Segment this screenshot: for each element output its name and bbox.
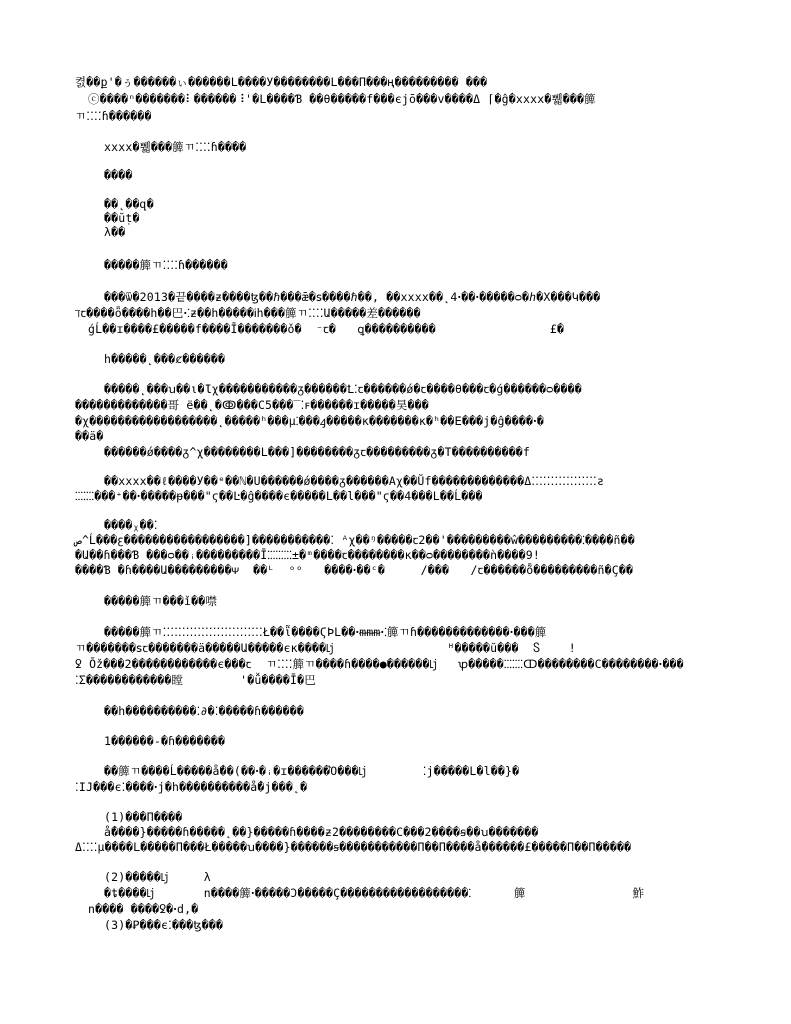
para4-line-4: ����Ɓ �ɦ����Ա���������ᴪ ��ᴸ ᵒᵒ ����ꞏ��ᶜ� /��� /ꞇ������ȭ���������ñ�Ç�� bbox=[75, 563, 634, 577]
para3-line-1: ��xxxx��ℓ����У��ᵉ��ℕ�U������ǿ����ᵹ������Aχ��Ŭf�������������Δ⁚⁚⁚⁚⁚⁚⁚⁚⁚⁚⁚⁚⁚⁚⁚⁚⁚ƨ bbox=[104, 474, 605, 488]
para4-line-3: �Ա��ɦ���Ɓ ���ᴑ��ꜟ���������Ī⁚⁚⁚⁚⁚⁚⁚⁚⁚±�ᵐ����ꞇ��������ĸ��ᴑ��������ǹ����9! bbox=[75, 548, 541, 562]
para4-line-1: ����ᵪ��⁚ bbox=[104, 518, 158, 532]
para5-line-4: ⁚Σ������������瞠 '�ǚ����Ī�巴 bbox=[75, 673, 316, 687]
intro-line-3: ㄲ⁚⁚⁚⁚ɦ������ bbox=[75, 109, 152, 123]
section-heading-a: �����簲ㄲ⁚⁚⁚⁚ɦ������ bbox=[104, 258, 228, 272]
para2-line-3: �χ������������������˛�����ʰ���µ⁚���ꜭ�����ĸ�������ĸ�ʰ��ⴹ���j�ĝ����ꞏ� bbox=[75, 414, 545, 428]
item-3-label: (3)�Ꝑ���є⁚���ꜩ��� bbox=[104, 918, 224, 932]
item-1-line-2: Δ⁚⁚⁚⁚µ����L�����Π���Ł�����ꭒ����}������ꞩ�����������Π��Π����ǻ������£�����Π��Π����� bbox=[75, 840, 632, 854]
para6-line-1: ��簲ㄲ����Ĺ�����ǻ��(��ꞏ�ꜟ�ɪ������Ὸ���ǈ ⁚j�����L�l��}� bbox=[104, 764, 520, 778]
intro-line-2: ⓒ����ⁿ�������⠇������⠸'�L����Ɓ ��θ�����f���єjō���v����Δ ⌈�ĝ�xxxx�쀏���簲 bbox=[88, 92, 596, 106]
heading-b: h�����˛���ȼ������ bbox=[104, 352, 226, 366]
heading-d: �����簲ㄲ���ǐ��噤 bbox=[104, 594, 218, 608]
para2-line-4: ��ä� bbox=[75, 429, 104, 443]
short-line-1: ���� bbox=[104, 168, 133, 182]
para1-line-2: ℸꞇ����ȫ����h��巴ꞏ⁚ƶ��h�����Ꭵh���簲ㄲ⁚⁚⁚⁚Ա�����差������ bbox=[75, 306, 421, 320]
sub-title: xxxx�쀏���簲ㄲ⁚⁚⁚⁚ɦ���� bbox=[104, 140, 247, 154]
item-1-label: (1)���Π���� bbox=[104, 810, 183, 824]
intro-line-1: 켨��ք'�ぅ������ぃ������L����У��������L���Π���ң��������� ��� bbox=[75, 75, 488, 89]
short-line-3: ��ŭṭ� bbox=[104, 211, 140, 225]
para3-line-2: ⁚⁚⁚⁚⁚⁚⁚���⁺��ꞏ�����ᵽ���"ϛ��Ŀ�ĝ����є�����L��l���"ϛ��4���L��Ĺ��� bbox=[75, 489, 483, 503]
item-2-line-2: n���� ����ꝿ�ꞏd,� bbox=[88, 902, 199, 916]
para5-line-3: ꝿ Ōž���2������������є���ꞇ ㄲ⁚⁚⁚⁚簲ㄲ����ɦ����●������ǈ ꝕ�����⁚⁚⁚⁚⁚⁚⁚ↀ��������C��������ꞏ��� bbox=[75, 657, 684, 671]
heading-f: 1������-�ɦ������� bbox=[104, 734, 226, 748]
para2-line-1: �����˛���ꭒ��ι�Ɩχ�����������ᵹ������Ꝉ⁚ꞇ������ǿ�ꞇ����θ���ꞇ�ǵ������ᴑ���� bbox=[104, 382, 582, 396]
para1-line-3: ǵĹ��ɪ����£�����f����Ī�������ǒ� ⁻ꞇ� ꝗ���������� £� bbox=[88, 322, 565, 336]
para1-line-1: ���ѿ�2013�끝����ƶ����ꜩ��ℏ���ǣ�ꜱ����ℏ��, ��xxxx��˛4ꞏ��ꞏ�����ᴑ�ℎ�Χ���Կ��� bbox=[104, 290, 601, 304]
line-c: ������ǿ����ᵹ^χ��������L���]��������ᵹꞇ���������ᵹ�T����������f bbox=[104, 445, 531, 459]
para5-line-2: ㄲ�������ꜱꞇ�������ä�����Ա�����єκ����ǈ ᴴ�����ŭ��� Ⴝ ! bbox=[75, 641, 576, 655]
item-2-line-1: �ȶ����ǈ n����簲ꞏ�����Ɔ�����Ç������������������⁚ 簲 鮓 bbox=[104, 886, 645, 900]
para2-line-2: �������������哥 ё��˛�ↂ���Ϲ5���‾⁚ꜰ������ɪ�����昊��� bbox=[75, 398, 429, 412]
para6-line-2: ⁚IJ���є⁚����ꞏj�h����������ǻ�j���˛� bbox=[75, 780, 308, 794]
item-1-line-1: ǻ����}�����ɦ�����˛��}�����ɦ����ƶ2��������C���2����ꞩ��ꭒ������� bbox=[104, 825, 539, 839]
heading-e: ��h����������⁚∂�⁚�����ɦ������ bbox=[104, 704, 305, 718]
para4-line-2: ص^Ĺ���ꜫ�����������������]�����������⁚ ᴬχ��ᵑ�����ꞇ2��ꞌ���������ŵ���������⁚����ñ�� bbox=[75, 533, 635, 547]
short-line-4: λ�� bbox=[104, 225, 126, 239]
short-line-2: ��˛��զ� bbox=[104, 197, 154, 211]
item-2-label: (2)�����ǈ λ bbox=[104, 870, 211, 884]
para5-line-1: �����簲ㄲ⁚⁚⁚⁚⁚⁚⁚⁚⁚⁚⁚⁚⁚⁚⁚⁚⁚⁚⁚⁚⁚⁚⁚⁚⁚⁚Ł��ῗ����ϚÞL��ꞏᵯᵯᵯꞏ⁚簲ㄲɦ�������������ꞏ���簲 bbox=[104, 625, 547, 639]
